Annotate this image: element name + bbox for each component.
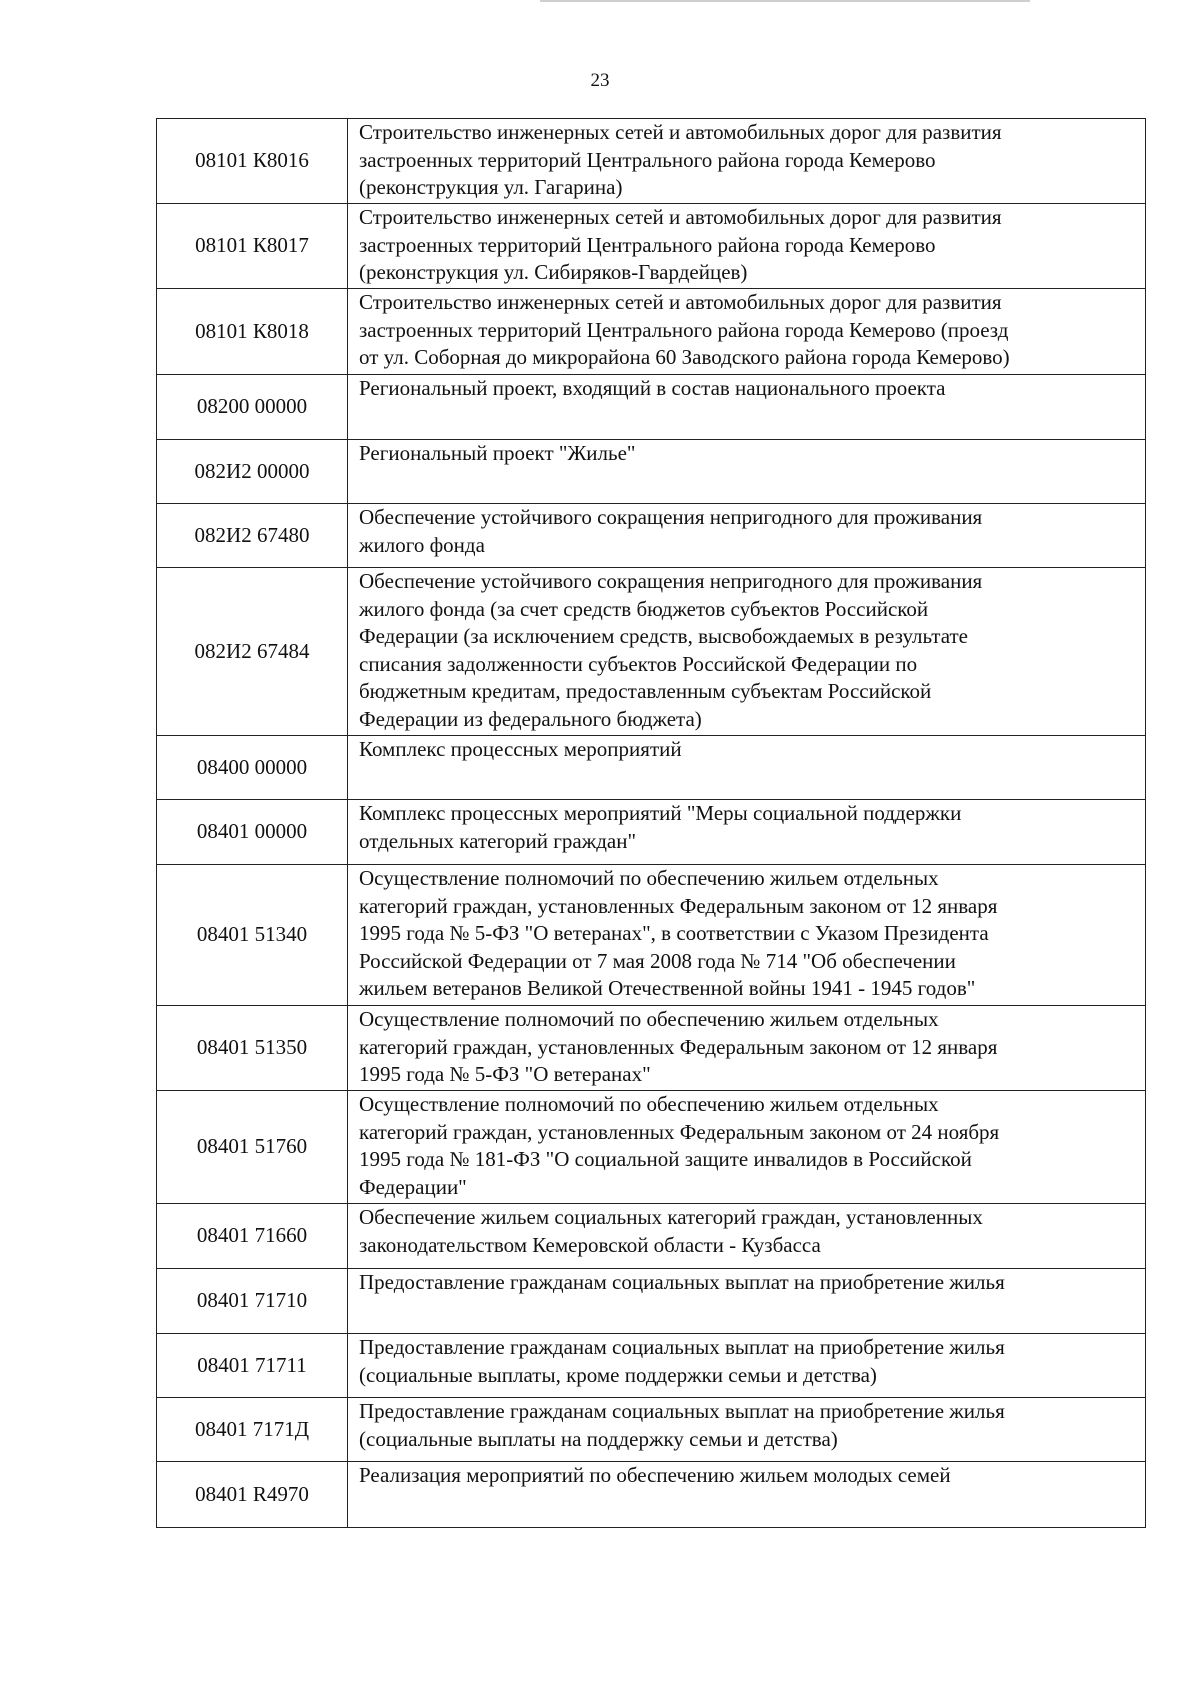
description-cell: Региональный проект, входящий в состав национального проекта (348, 375, 1146, 440)
description-cell: Осуществление полномочий по обеспечению жильем отдельных категорий граждан, установленных Федеральным законом от 12 января 1995 года № 5-ФЗ "О ветеранах" (348, 1006, 1146, 1091)
description-cell: Реализация мероприятий по обеспечению жильем молодых семей (348, 1462, 1146, 1528)
budget-code-cell: 082И2 67484 (157, 568, 348, 736)
table-row (157, 1462, 1146, 1528)
description-cell: Осуществление полномочий по обеспечению жильем отдельных категорий граждан, установленных Федеральным законом от 24 ноября 1995 года № 181-ФЗ "О социальной защите инвалидов в Российской Федерации" (348, 1091, 1146, 1204)
budget-code-cell: 08401 51350 (157, 1006, 348, 1091)
description-cell: Предоставление гражданам социальных выплат на приобретение жилья (348, 1269, 1146, 1334)
table-row (157, 800, 1146, 865)
table-row (157, 440, 1146, 504)
table-row (157, 1398, 1146, 1462)
table-row (157, 736, 1146, 800)
budget-code-cell: 08401 71710 (157, 1269, 348, 1334)
table-row (157, 1204, 1146, 1269)
table-row (157, 289, 1146, 375)
table-row (157, 1334, 1146, 1398)
description-cell: Строительство инженерных сетей и автомобильных дорог для развития застроенных территорий Центрального района города Кемерово (проезд от ул. Соборная до микрорайона 60 Заводского района города Кемерово) (348, 289, 1146, 375)
description-cell: Обеспечение жильем социальных категорий граждан, установленных законодательством Кемеровской области - Кузбасса (348, 1204, 1146, 1269)
table-row (157, 504, 1146, 568)
budget-code-cell: 08101 К8017 (157, 204, 348, 289)
description-cell: Обеспечение устойчивого сокращения непригодного для проживания жилого фонда (348, 504, 1146, 568)
description-cell: Строительство инженерных сетей и автомобильных дорог для развития застроенных территорий Центрального района города Кемерово (реконструкция ул. Сибиряков-Гвардейцев) (348, 204, 1146, 289)
budget-code-cell: 08200 00000 (157, 375, 348, 440)
budget-code-table (156, 118, 1146, 1528)
table-body (157, 119, 1146, 1528)
table-row (157, 375, 1146, 440)
description-cell: Обеспечение устойчивого сокращения непригодного для проживания жилого фонда (за счет средств бюджетов субъектов Российской Федерации (за исключением средств, высвобождаемых в результате списания задолженности субъектов Российской Федерации по бюджетным кредитам, предоставленным субъектам Российской Федерации из федерального бюджета) (348, 568, 1146, 736)
description-cell: Предоставление гражданам социальных выплат на приобретение жилья (социальные выплаты, кроме поддержки семьи и детства) (348, 1334, 1146, 1398)
budget-code-cell: 08401 51340 (157, 865, 348, 1006)
budget-code-cell: 08401 71711 (157, 1334, 348, 1398)
budget-code-cell: 08400 00000 (157, 736, 348, 800)
description-cell: Осуществление полномочий по обеспечению жильем отдельных категорий граждан, установленных Федеральным законом от 12 января 1995 года № 5-ФЗ "О ветеранах", в соответствии с Указом Президента Российской Федерации от 7 мая 2008 года № 714 "Об обеспечении жильем ветеранов Великой Отечественной войны 1941 - 1945 годов" (348, 865, 1146, 1006)
budget-code-cell: 082И2 00000 (157, 440, 348, 504)
table-row (157, 865, 1146, 1006)
scan-top-rule (540, 0, 1030, 2)
table-row (157, 1269, 1146, 1334)
description-cell: Региональный проект "Жилье" (348, 440, 1146, 504)
budget-code-cell: 08401 R4970 (157, 1462, 348, 1528)
page-number: 23 (590, 70, 610, 91)
budget-code-cell: 08101 К8016 (157, 119, 348, 204)
budget-code-cell: 08401 00000 (157, 800, 348, 865)
budget-code-cell: 08401 7171Д (157, 1398, 348, 1462)
description-cell: Комплекс процессных мероприятий "Меры социальной поддержки отдельных категорий граждан" (348, 800, 1146, 865)
description-cell: Предоставление гражданам социальных выплат на приобретение жилья (социальные выплаты на поддержку семьи и детства) (348, 1398, 1146, 1462)
table-row (157, 204, 1146, 289)
budget-code-cell: 08101 К8018 (157, 289, 348, 375)
table-row (157, 1006, 1146, 1091)
table-row (157, 568, 1146, 736)
table-row (157, 1091, 1146, 1204)
description-cell: Строительство инженерных сетей и автомобильных дорог для развития застроенных территорий Центрального района города Кемерово (реконструкция ул. Гагарина) (348, 119, 1146, 204)
table-row (157, 119, 1146, 204)
budget-code-cell: 082И2 67480 (157, 504, 348, 568)
budget-code-cell: 08401 71660 (157, 1204, 348, 1269)
description-cell: Комплекс процессных мероприятий (348, 736, 1146, 800)
budget-code-cell: 08401 51760 (157, 1091, 348, 1204)
